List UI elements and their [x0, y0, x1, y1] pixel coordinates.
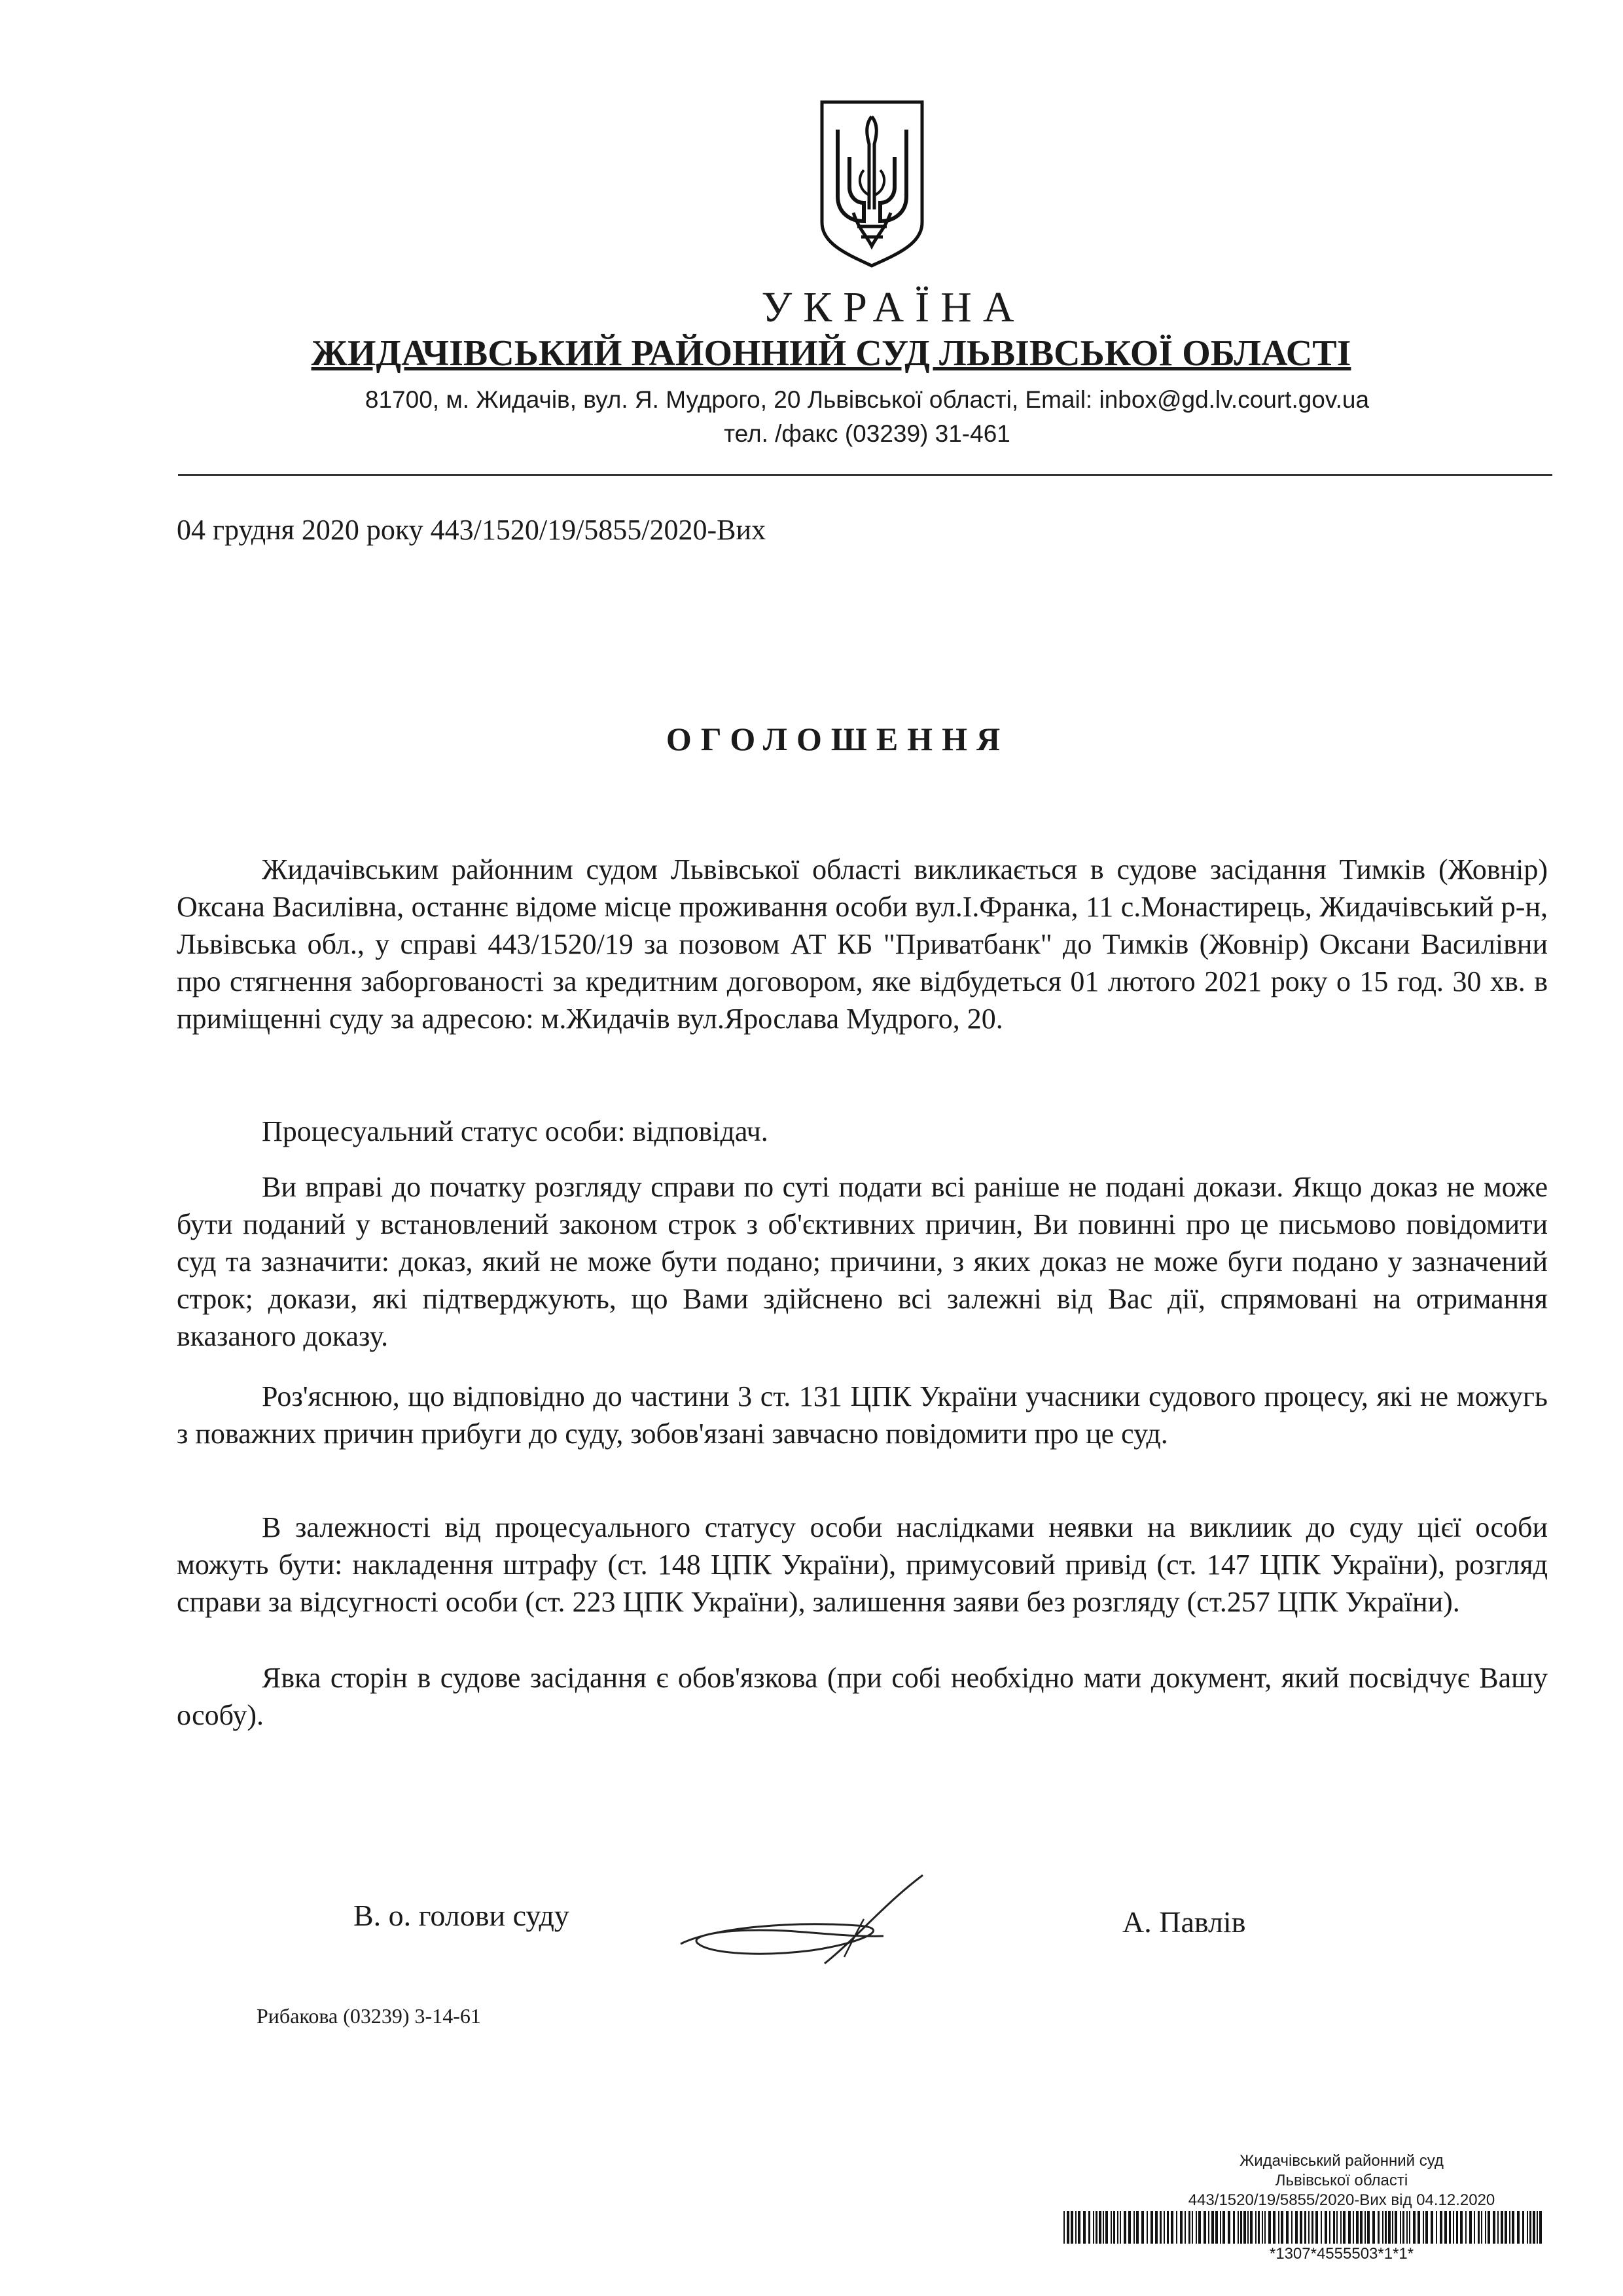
outgoing-reference: 04 грудня 2020 року 443/1520/19/5855/2020-Вих	[177, 514, 766, 546]
paragraph-status: Процесуальний статус особи: відповідач.	[262, 1115, 768, 1147]
paragraph-summons: Жидачівським районним судом Львівської області викликається в судове засідання Тимків (Жовнір) Оксана Василівна, останнє відоме місце проживання особи вул.І.Франка, 11 с.Монастирець, Жидачівський р-н, Львівська обл., у справі 443/1520/19 за позовом АТ КБ "Приватбанк" до Тимків (Жовнір) Оксани Василівни про стягнення заборгованості за кредитним договором, яке відбудеться 01 лютого 2021 року о 15 год. 30 хв. в приміщенні суду за адресою: м.Жидачів вул.Ярослава Мудрого, 20.	[177, 853, 1548, 1035]
court-name: ЖИДАЧІВСЬКИЙ РАЙОННИЙ СУД ЛЬВІВСЬКОЇ ОБЛАСТІ	[311, 333, 1351, 374]
paragraph-attendance: Явка сторін в судове засідання є обов'язкова (при собі необхідно мати документ, який посвідчує Вашу особу).	[177, 1662, 1548, 1731]
barcode-code: *1307*4555503*1*1*	[1269, 2245, 1414, 2263]
stamp-court: Жидачівський районний суд	[1240, 2152, 1444, 2170]
signer-position: В. о. голови суду	[353, 1899, 569, 1932]
paragraph-evidence: Ви вправі до початку розгляду справи по суті подати всі раніше не подані докази. Якщо доказ не може бути поданий у встановлений законом строк з об'єктивних причин, Ви повинні про це письмово повідомити суд та зазначити: доказ, який не може бути подано; причини, з яких доказ не може буги подано у зазначений строк; докази, які підтверджують, що Вами здійснено всі залежні від Вас дії, спрямовані на отримання вказаного доказу.	[177, 1171, 1548, 1352]
header-divider	[178, 474, 1552, 476]
barcode-icon	[1063, 2211, 1544, 2244]
stamp-registration-number: 443/1520/19/5855/2020-Вих від 04.12.2020	[1188, 2191, 1495, 2209]
stamp-region: Львівської області	[1275, 2172, 1408, 2189]
document-title: ОГОЛОШЕННЯ	[666, 721, 1010, 757]
court-address: 81700, м. Жидачів, вул. Я. Мудрого, 20 Львівської області, Email: inbox@gd.lv.court.gov.ua	[365, 386, 1370, 413]
coat-of-arms-icon	[818, 98, 926, 268]
paragraph-consequences: В залежності від процесуального статусу особи наслідками неявки на виклиик до суду цієї особи можуть бути: накладення штрафу (ст. 148 ЦПК України), примусовий привід (ст. 147 ЦПК України), розгляд справи за відсугності особи (ст. 223 ЦПК України), залишення заяви без розгляду (ст.257 ЦПК України).	[177, 1511, 1548, 1618]
signer-name: А. Павлів	[1122, 1905, 1246, 1939]
court-phone: тел. /факс (03239) 31-461	[724, 420, 1010, 447]
handwritten-signature	[661, 1865, 988, 1983]
paragraph-notice: Роз'яснюю, що відповідно до частини 3 ст. 131 ЦПК України учасники судового процесу, які не можугь з поважних причин прибуги до суду, зобов'язані завчасно повідомити про це суд.	[177, 1380, 1548, 1450]
country-name: УКРАЇНА	[761, 283, 1026, 331]
executor-contact: Рибакова (03239) 3-14-61	[257, 2004, 481, 2028]
